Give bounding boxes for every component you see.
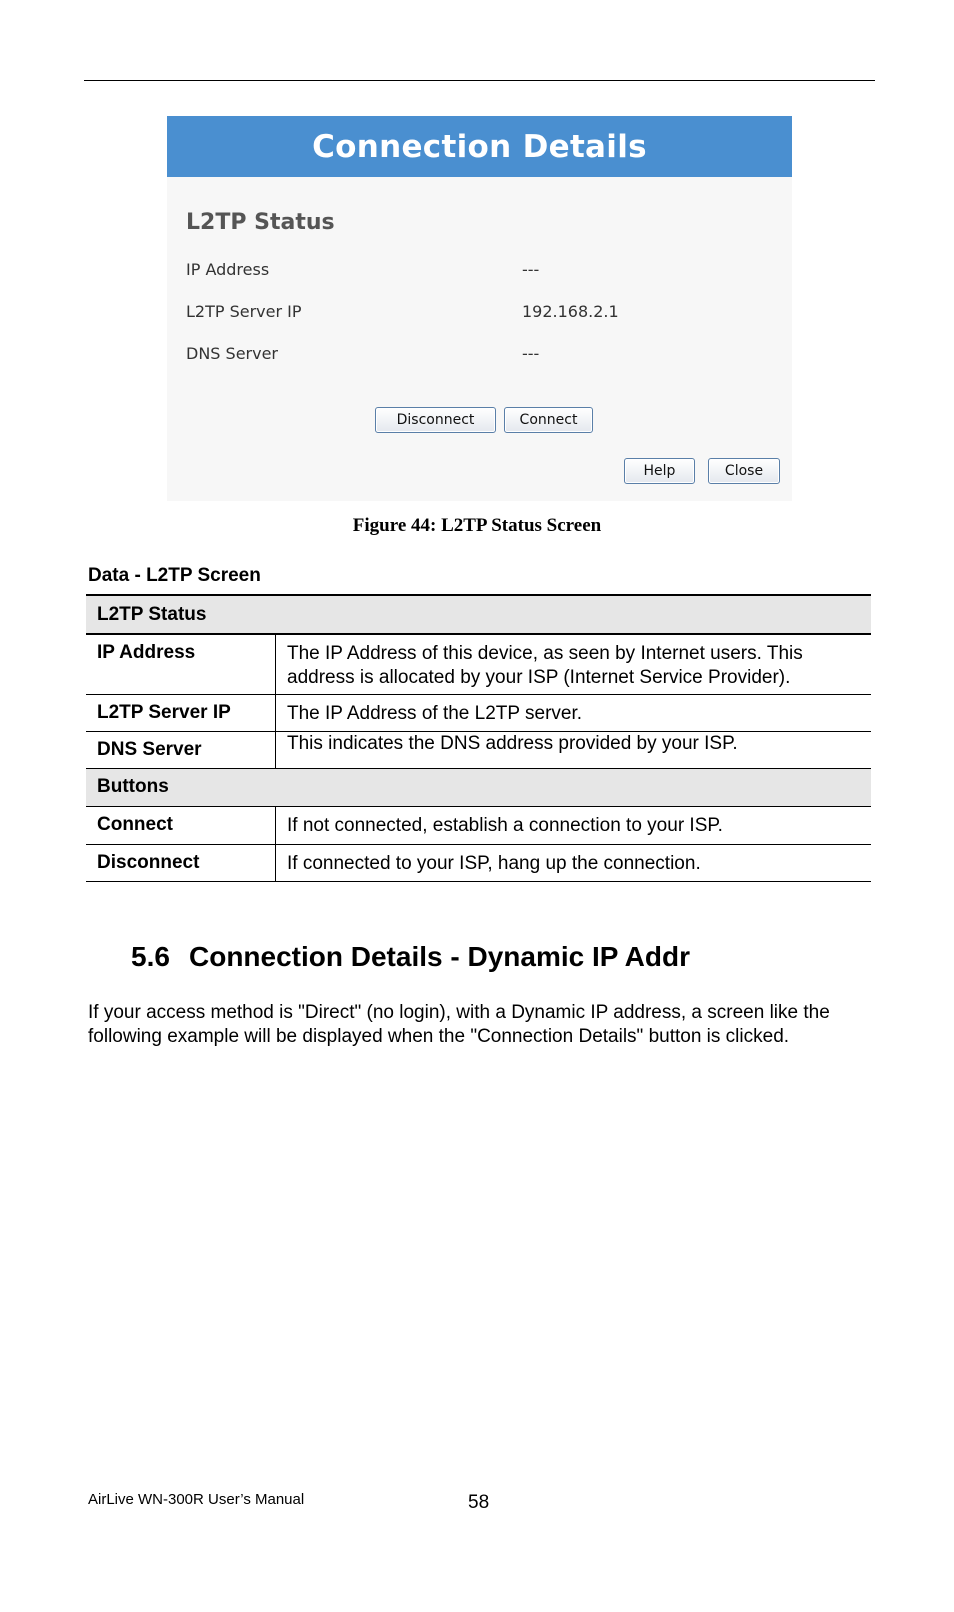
- figure-row-label: L2TP Server IP: [186, 302, 302, 321]
- table-description: The IP Address of the L2TP server.: [276, 694, 872, 731]
- table-term: DNS Server: [86, 731, 276, 768]
- section-title: Connection Details - Dynamic IP Addr: [189, 941, 690, 972]
- figure-row-label: DNS Server: [186, 344, 278, 363]
- figure-row-value: ---: [522, 260, 540, 279]
- body-paragraph: If your access method is "Direct" (no login), with a Dynamic IP address, a screen like the following example will be displayed when the "Connection Details" button is clicked.: [88, 1002, 830, 1047]
- connect-button[interactable]: Connect: [504, 407, 593, 433]
- table-term: L2TP Server IP: [86, 694, 276, 731]
- section-heading: [131, 941, 690, 973]
- figure-row-value: 192.168.2.1: [522, 302, 619, 321]
- table-row: [86, 634, 871, 694]
- table-section-row: [86, 768, 871, 806]
- table-section-label: Buttons: [86, 768, 871, 806]
- page-number: 58: [468, 1492, 490, 1513]
- table-term: Disconnect: [86, 844, 276, 881]
- footer-manual-title: AirLive WN-300R User’s Manual: [88, 1491, 305, 1508]
- table-term: Connect: [86, 806, 276, 844]
- connection-details-figure: [167, 116, 792, 501]
- figure-row-value: ---: [522, 344, 540, 363]
- table-description: This indicates the DNS address provided by your ISP.: [276, 731, 872, 768]
- l2tp-data-table: [86, 594, 871, 882]
- table-title: Data - L2TP Screen: [88, 565, 261, 586]
- table-description: The IP Address of this device, as seen by Internet users. This address is allocated by your ISP (Internet Service Provider).: [276, 634, 872, 694]
- section-number: 5.6: [131, 941, 170, 972]
- table-row: [86, 731, 871, 768]
- table-section-row: [86, 595, 871, 634]
- top-rule: [84, 80, 875, 81]
- table-description: If not connected, establish a connection to your ISP.: [276, 806, 872, 844]
- table-section-label: L2TP Status: [86, 595, 871, 634]
- close-button[interactable]: Close: [708, 458, 780, 484]
- table-row: [86, 806, 871, 844]
- table-description: If connected to your ISP, hang up the connection.: [276, 844, 872, 881]
- table-row: [86, 694, 871, 731]
- table-row: [86, 844, 871, 881]
- help-button[interactable]: Help: [624, 458, 695, 484]
- figure-section-title: L2TP Status: [186, 210, 335, 235]
- table-term: IP Address: [86, 634, 276, 694]
- figure-header: Connection Details: [167, 116, 792, 177]
- disconnect-button[interactable]: Disconnect: [375, 407, 496, 433]
- figure-row-label: IP Address: [186, 260, 270, 279]
- figure-caption: Figure 44: L2TP Status Screen: [352, 515, 602, 536]
